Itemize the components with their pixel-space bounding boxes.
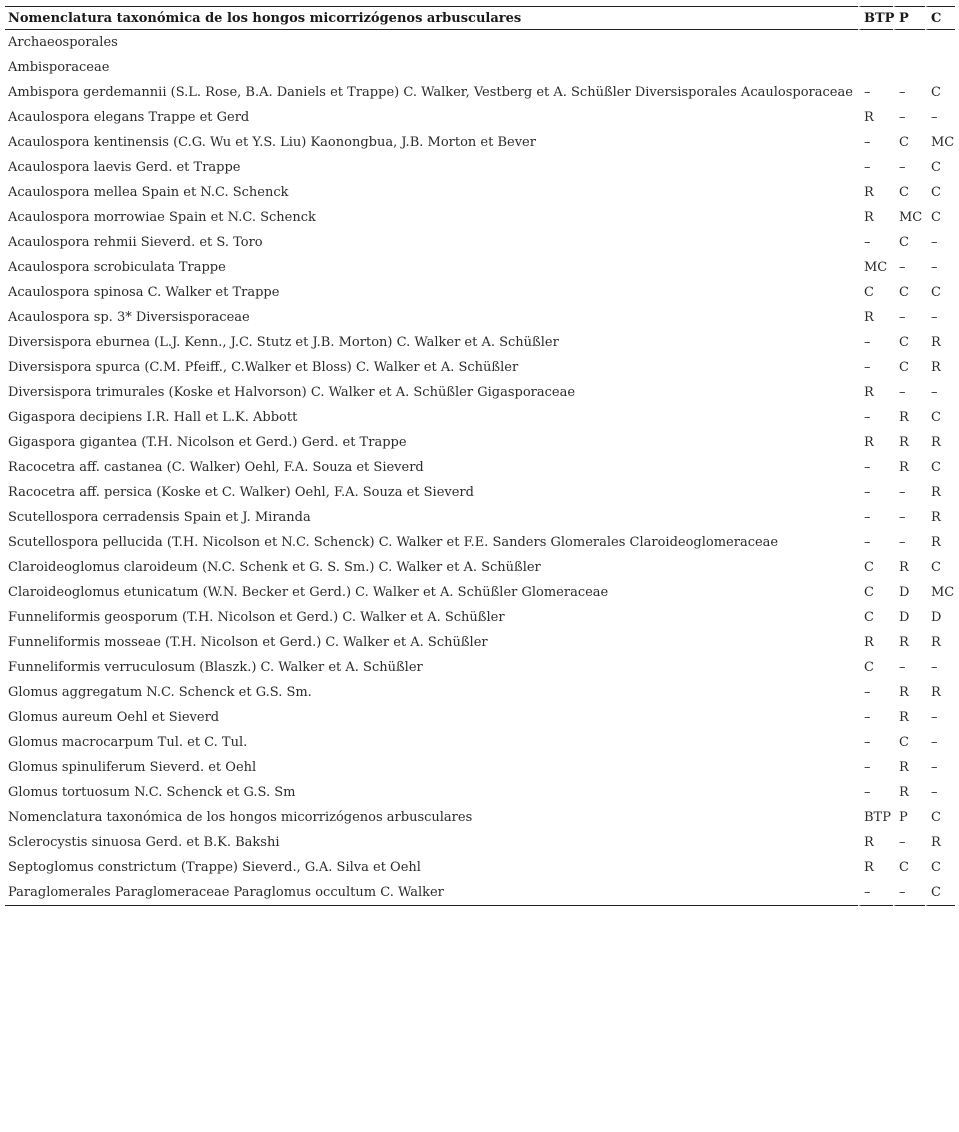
cell-p: MC [893,205,925,230]
cell-taxon-name: Sclerocystis sinuosa Gerd. et B.K. Bakshi [8,835,280,850]
cell-c: C [925,405,955,430]
table-row [5,480,955,505]
cell-btp: – [858,530,893,555]
cell-p: C [893,180,925,205]
cell-taxon-name: Ambisporaceae [8,60,110,75]
cell-c: C [925,880,955,906]
table-row [5,880,955,906]
header-c: C [925,6,955,30]
cell-p: – [893,155,925,180]
cell-taxon-name: Gigaspora gigantea (T.H. Nicolson et Gerd.) Gerd. et Trappe [8,435,407,450]
cell-c: C [925,455,955,480]
cell-c: MC [925,580,955,605]
cell-btp: – [858,405,893,430]
cell-p: – [893,105,925,130]
cell-taxon-name: Glomus macrocarpum Tul. et C. Tul. [8,735,248,750]
table-row [5,605,955,630]
cell-btp: C [858,555,893,580]
cell-c: C [925,205,955,230]
cell-p: D [893,605,925,630]
cell-btp [858,30,893,55]
cell-p: – [893,80,925,105]
cell-p: C [893,855,925,880]
header-p: P [893,6,925,30]
table-row [5,430,955,455]
cell-taxon-name: Acaulospora elegans Trappe et Gerd [8,110,250,125]
cell-c: C [925,855,955,880]
cell-taxon-name: Claroideoglomus etunicatum (W.N. Becker et Gerd.) C. Walker et A. Schüßler Glomeraceae [8,585,609,600]
cell-btp: R [858,305,893,330]
table-row [5,830,955,855]
cell-btp: – [858,455,893,480]
cell-btp: – [858,480,893,505]
table-row [5,155,955,180]
cell-taxon-name: Ambispora gerdemannii (S.L. Rose, B.A. Daniels et Trappe) C. Walker, Vestberg et A. Schüßler Diversisporales Acaulosporaceae [8,85,853,100]
cell-c: R [925,630,955,655]
cell-c: – [925,305,955,330]
cell-taxon-name: Glomus aureum Oehl et Sieverd [8,710,220,725]
cell-c: – [925,105,955,130]
cell-btp: – [858,130,893,155]
table-row [5,455,955,480]
cell-btp: C [858,580,893,605]
cell-c: – [925,705,955,730]
cell-p: R [893,705,925,730]
taxonomy-table [5,6,955,906]
cell-c: C [925,555,955,580]
cell-c: R [925,355,955,380]
cell-c: C [925,180,955,205]
cell-btp: – [858,230,893,255]
table-row [5,705,955,730]
cell-taxon-name: Glomus spinuliferum Sieverd. et Oehl [8,760,257,775]
cell-btp: R [858,830,893,855]
header-btp: BTP [858,6,893,30]
cell-c: C [925,155,955,180]
cell-btp: – [858,705,893,730]
cell-btp: – [858,755,893,780]
cell-btp: – [858,780,893,805]
table-row [5,730,955,755]
cell-p: – [893,655,925,680]
table-row [5,355,955,380]
cell-btp: R [858,180,893,205]
cell-taxon-name: Scutellospora pellucida (T.H. Nicolson et N.C. Schenck) C. Walker et F.E. Sanders Glomerales Claroideoglomeraceae [8,535,779,550]
cell-c: – [925,730,955,755]
cell-taxon-name: Funneliformis mosseae (T.H. Nicolson et Gerd.) C. Walker et A. Schüßler [8,635,488,650]
cell-c: R [925,330,955,355]
cell-taxon-name: Diversispora trimurales (Koske et Halvorson) C. Walker et A. Schüßler Gigasporaceae [8,385,576,400]
cell-c: MC [925,130,955,155]
cell-taxon-name: Acaulospora spinosa C. Walker et Trappe [8,285,280,300]
table-row [5,205,955,230]
cell-c: – [925,780,955,805]
table-row [5,30,955,55]
cell-taxon-name: Acaulospora laevis Gerd. et Trappe [8,160,241,175]
cell-taxon-name: Acaulospora scrobiculata Trappe [8,260,226,275]
cell-p: – [893,380,925,405]
table-row [5,80,955,105]
cell-btp: – [858,355,893,380]
table-row [5,105,955,130]
cell-taxon-name: Acaulospora rehmii Sieverd. et S. Toro [8,235,263,250]
cell-taxon-name: Glomus aggregatum N.C. Schenck et G.S. Sm. [8,685,312,700]
cell-taxon-name: Funneliformis geosporum (T.H. Nicolson et Gerd.) C. Walker et A. Schüßler [8,610,505,625]
cell-c [925,30,955,55]
taxonomy-table-container [5,6,955,906]
cell-p: R [893,755,925,780]
table-row [5,305,955,330]
cell-p: R [893,405,925,430]
cell-taxon-name: Scutellospora cerradensis Spain et J. Miranda [8,510,311,525]
cell-p: – [893,530,925,555]
cell-taxon-name: Acaulospora kentinensis (C.G. Wu et Y.S. Liu) Kaonongbua, J.B. Morton et Bever [8,135,536,150]
cell-p: R [893,780,925,805]
table-row [5,130,955,155]
cell-c: R [925,480,955,505]
cell-btp [858,55,893,80]
cell-taxon-name: Acaulospora morrowiae Spain et N.C. Schenck [8,210,316,225]
cell-taxon-name: Acaulospora mellea Spain et N.C. Schenck [8,185,289,200]
cell-btp: C [858,605,893,630]
cell-taxon-name: Septoglomus constrictum (Trappe) Sieverd., G.A. Silva et Oehl [8,860,421,875]
table-row [5,505,955,530]
cell-c: C [925,805,955,830]
cell-btp: R [858,205,893,230]
cell-btp: R [858,430,893,455]
cell-p: – [893,880,925,906]
cell-p: – [893,830,925,855]
cell-btp: – [858,80,893,105]
table-row [5,380,955,405]
cell-btp: – [858,505,893,530]
table-row [5,180,955,205]
cell-btp: – [858,880,893,906]
table-header-row [5,6,955,30]
cell-p: D [893,580,925,605]
cell-p: C [893,355,925,380]
cell-btp: R [858,855,893,880]
table-row [5,405,955,430]
table-row [5,280,955,305]
cell-taxon-name: Paraglomerales Paraglomeraceae Paraglomus occultum C. Walker [5,880,858,906]
cell-p: C [893,330,925,355]
cell-p: C [893,730,925,755]
cell-c: C [925,80,955,105]
cell-btp: R [858,105,893,130]
cell-p: R [893,680,925,705]
cell-btp: C [858,655,893,680]
cell-taxon-name: Racocetra aff. persica (Koske et C. Walker) Oehl, F.A. Souza et Sieverd [8,485,474,500]
cell-btp: – [858,155,893,180]
table-row [5,255,955,280]
table-row [5,330,955,355]
cell-btp: MC [858,255,893,280]
cell-p: R [893,630,925,655]
cell-p: R [893,555,925,580]
cell-taxon-name: Nomenclatura taxonómica de los hongos micorrizógenos arbusculares [8,810,473,825]
cell-btp: R [858,380,893,405]
cell-p: R [893,455,925,480]
cell-taxon-name: Racocetra aff. castanea (C. Walker) Oehl, F.A. Souza et Sieverd [8,460,424,475]
cell-p [893,30,925,55]
cell-c: R [925,430,955,455]
cell-btp: – [858,730,893,755]
table-row [5,855,955,880]
cell-c: R [925,530,955,555]
cell-p [893,55,925,80]
cell-p: – [893,480,925,505]
cell-c: R [925,505,955,530]
cell-c: C [925,280,955,305]
cell-c: R [925,830,955,855]
table-row [5,555,955,580]
cell-btp: BTP [858,805,893,830]
cell-p: – [893,505,925,530]
table-row [5,630,955,655]
cell-c: D [925,605,955,630]
table-row [5,230,955,255]
cell-taxon-name: Diversispora eburnea (L.J. Kenn., J.C. Stutz et J.B. Morton) C. Walker et A. Schüßler [8,335,559,350]
table-row [5,580,955,605]
cell-taxon-name: Claroideoglomus claroideum (N.C. Schenk et G. S. Sm.) C. Walker et A. Schüßler [8,560,541,575]
cell-taxon-name: Acaulospora sp. 3* Diversisporaceae [8,310,250,325]
cell-c: – [925,655,955,680]
cell-c: R [925,680,955,705]
cell-taxon-name: Diversispora spurca (C.M. Pfeiff., C.Walker et Bloss) C. Walker et A. Schüßler [8,360,519,375]
cell-p: C [893,280,925,305]
cell-p: – [893,255,925,280]
cell-c: – [925,255,955,280]
cell-p: P [893,805,925,830]
cell-c: – [925,230,955,255]
cell-c: – [925,380,955,405]
cell-btp: – [858,330,893,355]
cell-p: C [893,230,925,255]
cell-btp: C [858,280,893,305]
table-row [5,780,955,805]
table-body [5,30,955,906]
cell-taxon-name: Archaeosporales [8,35,118,50]
table-row [5,55,955,80]
cell-taxon-name: Glomus tortuosum N.C. Schenck et G.S. Sm [8,785,296,800]
cell-p: R [893,430,925,455]
table-row [5,655,955,680]
cell-btp: – [858,680,893,705]
table-row [5,755,955,780]
cell-c [925,55,955,80]
table-row [5,805,955,830]
cell-p: – [893,305,925,330]
cell-taxon-name: Gigaspora decipiens I.R. Hall et L.K. Abbott [8,410,298,425]
cell-taxon-name: Funneliformis verruculosum (Blaszk.) C. Walker et A. Schüßler [8,660,423,675]
cell-c: – [925,755,955,780]
header-name: Nomenclatura taxonómica de los hongos micorrizógenos arbusculares [5,6,858,30]
cell-btp: R [858,630,893,655]
table-row [5,530,955,555]
cell-p: C [893,130,925,155]
table-row [5,680,955,705]
